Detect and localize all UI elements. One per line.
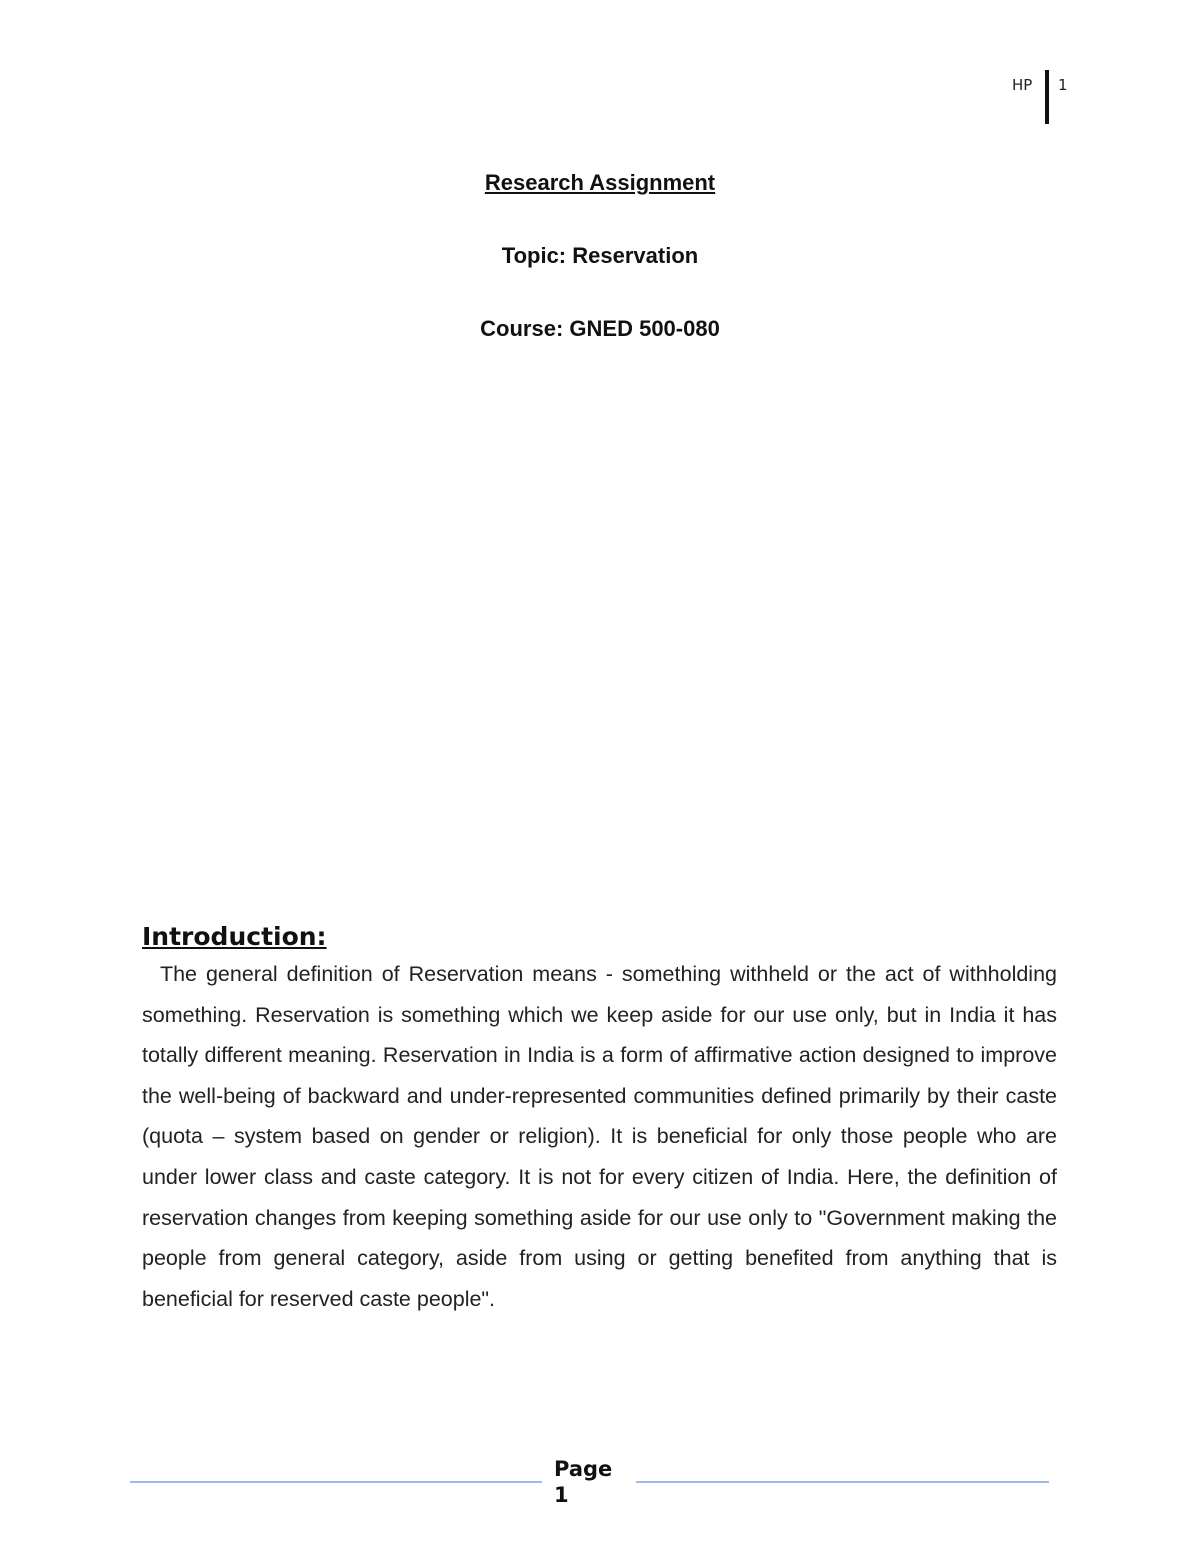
- introduction-heading: Introduction:: [142, 922, 327, 951]
- header-initials: HP: [1012, 76, 1033, 94]
- title-block: [0, 168, 1200, 387]
- footer-page-number: 1: [554, 1483, 569, 1507]
- header-page-number: 1: [1058, 76, 1068, 94]
- footer-rule-left: [130, 1481, 542, 1483]
- document-title: Research Assignment: [484, 170, 716, 195]
- header-divider: [1045, 70, 1049, 124]
- introduction-section: [142, 920, 1063, 1319]
- footer-rule-right: [636, 1481, 1049, 1483]
- footer-page-label: [554, 1456, 612, 1508]
- document-course: Course: GNED 500-080: [480, 316, 720, 341]
- document-topic: Topic: Reservation: [501, 243, 699, 268]
- page-footer: [0, 1456, 1200, 1516]
- introduction-body: The general definition of Reservation means - something withheld or the act of withholding something. Reservation is something which we keep aside for our use only, but in India it has totally different meaning. Reservation in India is a form of affirmative action designed to improve the well-being of backward and under-represented communities defined primarily by their caste (quota – system based on gender or religion). It is beneficial for only those people who are under lower class and caste category. It is not for every citizen of India. Here, the definition of reservation changes from keeping something aside for our use only to "Government making the people from general category, aside from using or getting benefited from anything that is beneficial for reserved caste people".: [142, 962, 1063, 1311]
- footer-page-word: Page: [554, 1457, 613, 1481]
- page-header: [1000, 70, 1080, 124]
